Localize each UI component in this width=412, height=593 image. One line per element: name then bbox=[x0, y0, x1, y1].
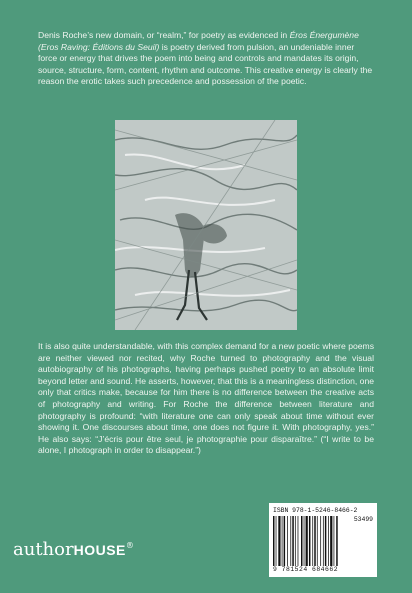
logo-author: author bbox=[13, 539, 74, 560]
blurb-paragraph-1 bbox=[38, 30, 374, 88]
price-code: 53499 bbox=[353, 516, 373, 523]
blurb-1-suffix: is poetry derived from pulsion, an undeniable inner force or energy that drives the poem into being and controls and mandates its origin, source, structure, form, content, rhythm and outcome. This creative energy is clearly the reason the erotic takes such precedence and possession of the poetic. bbox=[38, 41, 373, 87]
logo-registered-mark: ® bbox=[125, 541, 134, 550]
blurb-paragraph-2: It is also quite understandable, with this complex demand for a new poetic where poems are neither viewed nor recited, why Roche turned to photography and the visual autobiography of his photographs, having perhaps pushed poetry to an absolute limit beyond letter and sound. He asserts, however, that this is a meaningless distinction, one only that critics make, because for him there is no difference between the creative acts of photography and writing. For Roche the difference between literature and photography is profound: “with literature one can only speak about time without ever showing it. One discourses about time, one does not figure it. With photography, yes.” He also says: “J’écris pour être seul, je photographie pour disparaître.” (“I write to be alone, I photograph in order to disappear.”) bbox=[38, 341, 374, 456]
book-title-italic: Éros Énergumène (Eros Raving: Éditions du Seuil) bbox=[38, 30, 359, 52]
barcode-bars bbox=[273, 516, 349, 566]
publisher-logo bbox=[13, 539, 134, 560]
barcode-digits: 9 781524 684662 bbox=[273, 566, 339, 573]
isbn-text: ISBN 978-1-5246-8466-2 bbox=[273, 507, 358, 514]
cover-photograph bbox=[115, 120, 297, 330]
blurb-1-prefix: Denis Roche’s new domain, or “realm,” for poetry as evidenced in bbox=[38, 30, 290, 40]
logo-house: HOUSE bbox=[73, 542, 126, 558]
isbn-barcode bbox=[269, 503, 377, 577]
